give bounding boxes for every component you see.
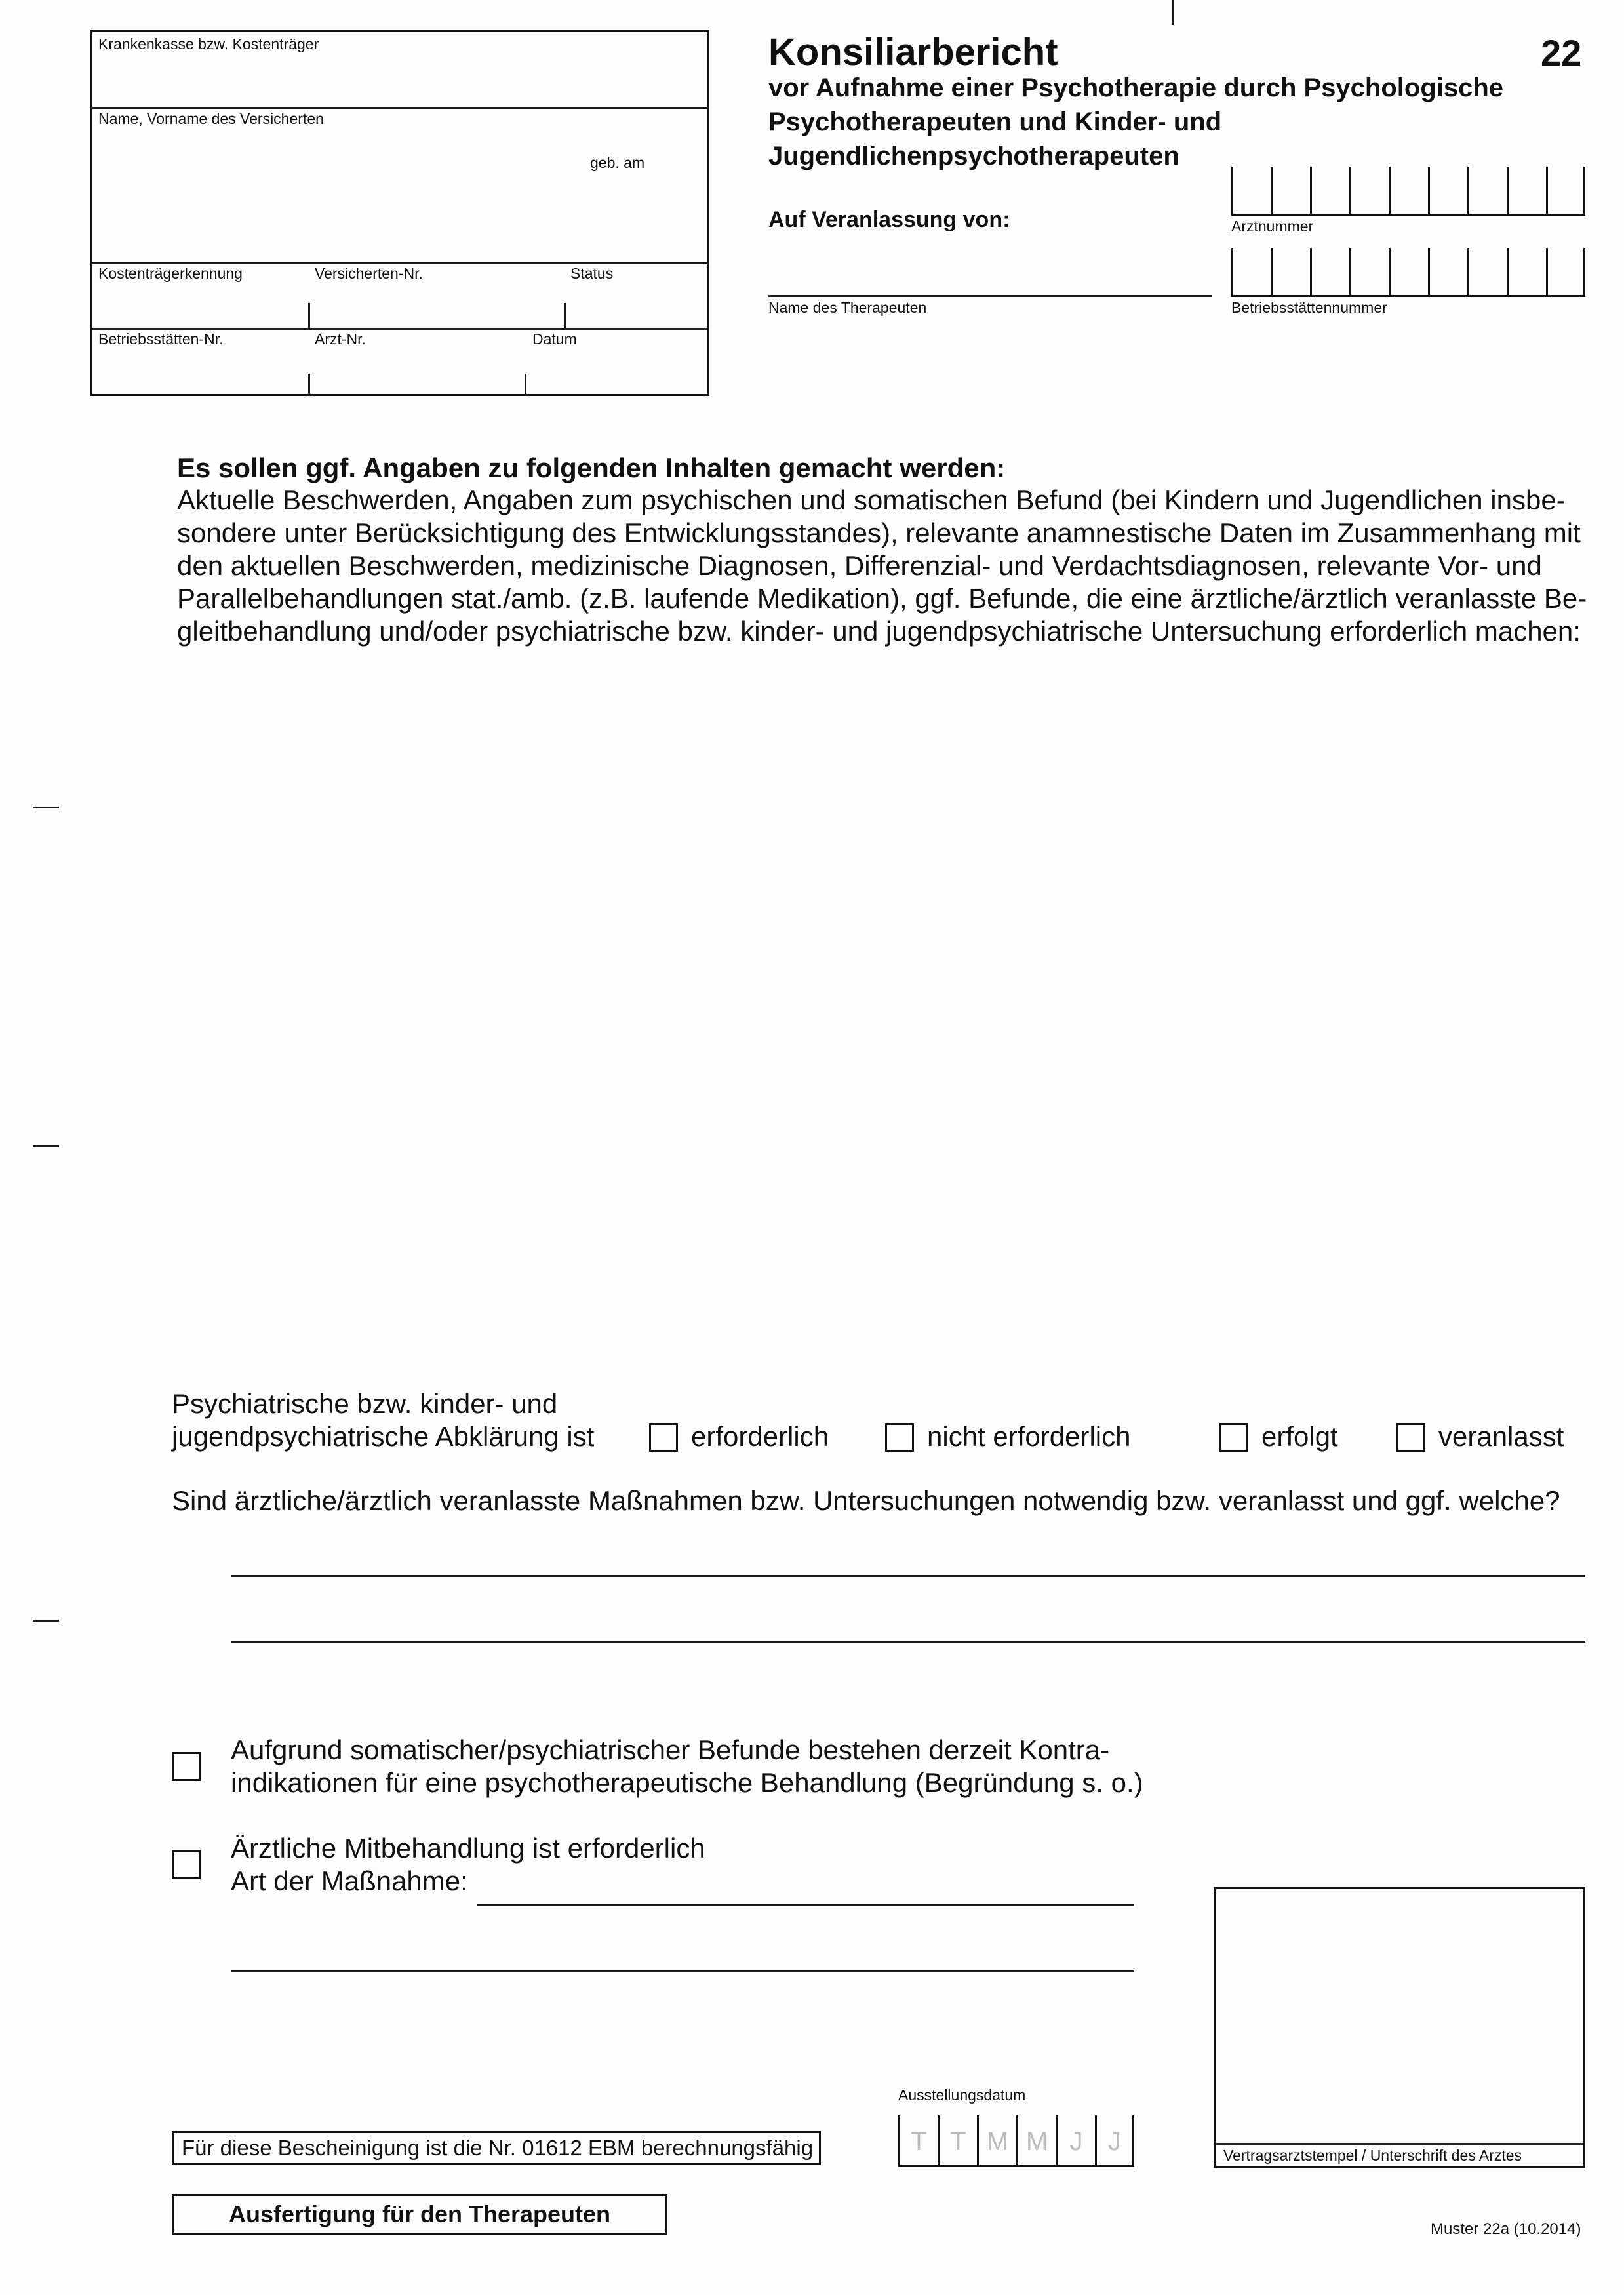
- form-subtitle-line3: Jugendlichenpsychotherapeuten: [768, 142, 1179, 170]
- form-subtitle-line2: Psychotherapeuten und Kinder- und: [768, 108, 1222, 136]
- checkbox-kontraindikation[interactable]: [172, 1752, 201, 1781]
- abklaerung-label-line1: Psychiatrische bzw. kinder- und: [172, 1388, 558, 1419]
- instructions-heading: Es sollen ggf. Angaben zu folgenden Inhalten gemacht werden:: [177, 452, 1006, 483]
- krankenkasse-label: Krankenkasse bzw. Kostenträger: [98, 35, 319, 52]
- ausfertigung-label: Ausfertigung für den Therapeuten: [228, 2201, 610, 2227]
- betriebsstaettennummer-cell: [1546, 248, 1585, 295]
- kontraindikation-line2: indikationen für eine psychotherapeutische Behandlung (Begründung s. o.): [231, 1767, 1143, 1798]
- ausstellungsdatum-label: Ausstellungsdatum: [898, 2086, 1026, 2104]
- form-title: Konsiliarbericht: [768, 31, 1058, 73]
- option-veranlasst: veranlasst: [1438, 1421, 1564, 1452]
- abklaerung-label-line2: jugendpsychiatrische Abklärung ist: [172, 1421, 595, 1452]
- instructions-line2: sondere unter Berücksichtigung des Entwicklungsstandes), relevante anamnestische Daten im Zusammenhang mit: [177, 517, 1581, 548]
- option-erfolgt: erfolgt: [1261, 1421, 1338, 1452]
- instructions-line4: Parallelbehandlungen stat./amb. (z.B. laufende Medikation), ggf. Befunde, die eine ärztliche/ärztlich veranlasste Be-: [177, 583, 1587, 614]
- betriebsstaettennummer-cell: [1389, 248, 1428, 295]
- date-cell: J: [1095, 2115, 1134, 2165]
- arztnummer-cell: [1231, 167, 1271, 214]
- muster-label: Muster 22a (10.2014): [1431, 2220, 1581, 2238]
- top-tick: [1172, 0, 1174, 25]
- option-nicht-erforderlich: nicht erforderlich: [927, 1421, 1131, 1452]
- datum-label: Datum: [532, 330, 577, 348]
- stamp-signature-box[interactable]: [1214, 1887, 1585, 2168]
- checkbox-nicht-erforderlich[interactable]: [885, 1423, 914, 1452]
- checkbox-mitbehandlung[interactable]: [172, 1850, 201, 1879]
- kontraindikation-line1: Aufgrund somatischer/psychiatrischer Befunde bestehen derzeit Kontra-: [231, 1734, 1110, 1765]
- betriebsstaettennummer-cell: [1310, 248, 1349, 295]
- fold-mark: [33, 1620, 59, 1622]
- stamp-divider: [1214, 2143, 1585, 2145]
- geb-label: geb. am: [590, 154, 645, 171]
- massnahme-art-line-1[interactable]: [477, 1904, 1134, 1906]
- option-erforderlich: erforderlich: [691, 1421, 829, 1452]
- arztnummer-cell: [1507, 167, 1546, 214]
- date-cell: T: [938, 2115, 977, 2165]
- ausstellungsdatum-boxes[interactable]: [898, 2115, 1134, 2167]
- kostentraeger-tick-2: [564, 303, 566, 329]
- form-subtitle-line1: vor Aufnahme einer Psychotherapie durch Psychologische: [768, 73, 1504, 102]
- arztnummer-boxes[interactable]: [1231, 167, 1585, 216]
- fold-mark: [33, 807, 59, 808]
- mitbehandlung-line2: Art der Maßnahme:: [231, 1866, 468, 1896]
- instructions-line3: den aktuellen Beschwerden, medizinische Diagnosen, Differenzial- und Verdachtsdiagnosen, relevante Vor- und: [177, 550, 1542, 581]
- form-number: 22: [1541, 32, 1582, 73]
- kostentraegerkennung-label: Kostenträgerkennung: [98, 265, 243, 282]
- arztnummer-cell: [1467, 167, 1507, 214]
- therapist-name-label: Name des Therapeuten: [768, 299, 927, 316]
- arztnummer-label: Arztnummer: [1231, 218, 1314, 235]
- date-cell: M: [1016, 2115, 1056, 2165]
- therapist-name-line[interactable]: [768, 295, 1212, 297]
- arztnummer-cell: [1310, 167, 1349, 214]
- status-label: Status: [570, 265, 614, 282]
- betriebsstaettennummer-cell: [1428, 248, 1467, 295]
- ebm-note-box: [172, 2131, 821, 2165]
- massnahme-art-line-2[interactable]: [231, 1970, 1134, 1972]
- instructions-line5: gleitbehandlung und/oder psychiatrische bzw. kinder- und jugendpsychiatrische Untersuchung erforderlich machen:: [177, 616, 1581, 647]
- arzt-nr-label: Arzt-Nr.: [315, 330, 366, 348]
- massnahmen-answer-line-2[interactable]: [231, 1641, 1585, 1643]
- arztnummer-cell: [1389, 167, 1428, 214]
- checkbox-erfolgt[interactable]: [1219, 1423, 1248, 1452]
- massnahmen-question: Sind ärztliche/ärztlich veranlasste Maßnahmen bzw. Untersuchungen notwendig bzw. veranlasst und ggf. welche?: [172, 1485, 1560, 1516]
- checkbox-veranlasst[interactable]: [1396, 1423, 1425, 1452]
- krankenkasse-divider: [90, 107, 709, 109]
- fold-mark: [33, 1145, 59, 1147]
- betriebsstaetten-nr-label: Betriebsstätten-Nr.: [98, 330, 224, 348]
- mitbehandlung-line1: Ärztliche Mitbehandlung ist erforderlich: [231, 1833, 705, 1864]
- stamp-label: Vertragsarztstempel / Unterschrift des Arztes: [1223, 2147, 1522, 2164]
- betriebsstaettennummer-cell: [1467, 248, 1507, 295]
- ausfertigung-box: [172, 2194, 667, 2235]
- arztnummer-cell: [1349, 167, 1389, 214]
- massnahmen-answer-line-1[interactable]: [231, 1575, 1585, 1577]
- kostentraeger-tick-1: [308, 303, 310, 329]
- betriebsstaettennummer-cell: [1271, 248, 1310, 295]
- versicherten-nr-label: Versicherten-Nr.: [315, 265, 423, 282]
- instructions-line1: Aktuelle Beschwerden, Angaben zum psychischen und somatischen Befund (bei Kindern und Jugendlichen insbe-: [177, 485, 1566, 515]
- veranlassung-label: Auf Veranlassung von:: [768, 207, 1010, 232]
- arztnummer-cell: [1271, 167, 1310, 214]
- kostentraeger-divider: [90, 328, 709, 330]
- date-cell: T: [898, 2115, 938, 2165]
- betriebsstaettennummer-cell: [1349, 248, 1389, 295]
- report-text-area[interactable]: [177, 662, 1587, 1370]
- name-label: Name, Vorname des Versicherten: [98, 110, 324, 127]
- date-cell: J: [1056, 2115, 1095, 2165]
- betriebsstaettennummer-cell: [1507, 248, 1546, 295]
- arztnummer-cell: [1546, 167, 1585, 214]
- betriebsstaettennummer-label: Betriebsstättennummer: [1231, 299, 1387, 316]
- date-cell: M: [977, 2115, 1016, 2165]
- betriebsstaettennummer-cell: [1231, 248, 1271, 295]
- checkbox-erforderlich[interactable]: [649, 1423, 678, 1452]
- betriebsstaettennummer-boxes[interactable]: [1231, 248, 1585, 297]
- ebm-note: Für diese Bescheinigung ist die Nr. 01612 EBM berechnungsfähig: [182, 2136, 814, 2160]
- betriebsstaetten-tick-1: [308, 374, 310, 396]
- arztnummer-cell: [1428, 167, 1467, 214]
- betriebsstaetten-tick-2: [525, 374, 526, 396]
- name-divider: [90, 262, 709, 264]
